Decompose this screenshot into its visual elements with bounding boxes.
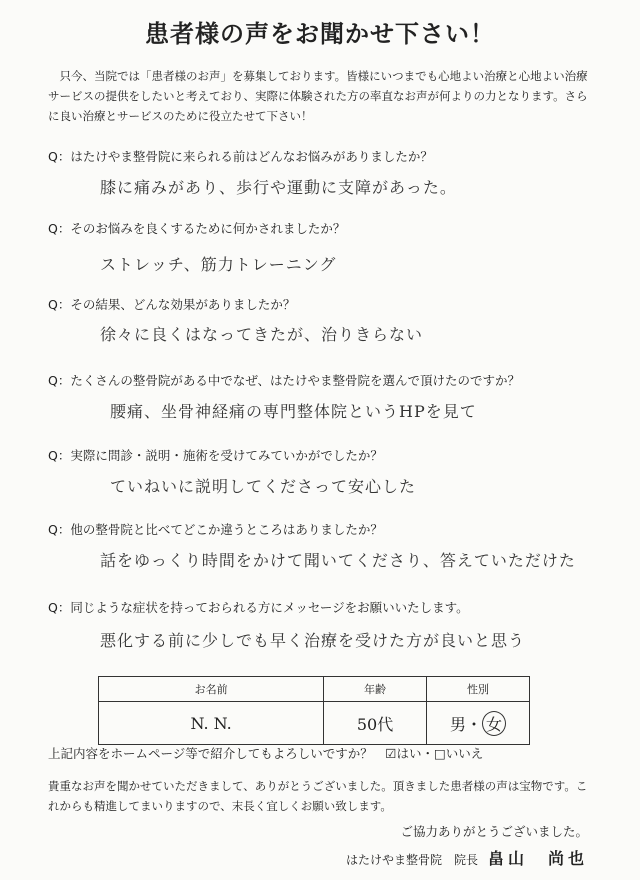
gender-cell xyxy=(426,702,529,745)
name-cell: N. N. xyxy=(99,702,324,745)
page-title: 患者様の声をお聞かせ下さい！ xyxy=(145,20,495,48)
answer-1: 膝に痛みがあり、歩行や運動に支障があった。 xyxy=(100,178,457,197)
gender-male: 男 xyxy=(449,714,466,734)
gender-separator: ・ xyxy=(465,714,482,734)
question-7: Q：同じような症状を持っておられる方にメッセージをお願いいたします。 xyxy=(48,600,469,615)
question-2: Q：そのお悩みを良くするために何かされましたか？ xyxy=(48,221,346,236)
clinic-name: はたけやま整骨院 院長 xyxy=(345,853,478,867)
gender-header: 性別 xyxy=(426,677,529,702)
answer-7: 悪化する前に少しでも早く治療を受けた方が良いと思う xyxy=(100,631,526,650)
director-name: 畠山 尚也 xyxy=(487,849,588,868)
answer-5: ていねいに説明してくださって安心した xyxy=(110,477,417,496)
answer-2: ストレッチ、筋力トレーニング xyxy=(100,255,337,274)
intro-text: 只今、当院では「患者様のお声」を募集しております。皆様にいつまでも心地よい治療と心地よい治療サービスの提供をしたいと考えており、実際に体験された方の率直なお声が何よりの力となります。さらに良い治療とサービスのために役立たせて下さい！ xyxy=(48,69,588,123)
info-table xyxy=(98,676,530,745)
question-5: Q：実際に問診・説明・施術を受けてみていかがでしたか？ xyxy=(48,448,383,463)
age-cell xyxy=(324,702,427,745)
consent-question: 上記内容をホームページ等で紹介してもよろしいですか？ ☑はい・□いいえ xyxy=(48,746,484,761)
question-3: Q：その結果、どんな効果がありましたか？ xyxy=(48,297,296,312)
age-unit: 代 xyxy=(377,714,394,734)
closing-text: ご協力ありがとうございました。 xyxy=(400,824,588,839)
question-4: Q：たくさんの整骨院がある中でなぜ、はたけやま整骨院を選んで頂けたのですか？ xyxy=(48,373,520,388)
age-header: 年齢 xyxy=(324,677,427,702)
question-6: Q：他の整骨院と比べてどこか違うところはありましたか？ xyxy=(48,522,383,537)
question-1: Q：はたけやま整骨院に来られる前はどんなお悩みがありましたか？ xyxy=(48,149,433,164)
gender-female-circled: 女 xyxy=(482,711,506,736)
answer-6: 話をゆっくり時間をかけて聞いてくださり、答えていただけた xyxy=(100,551,576,570)
signature xyxy=(346,846,588,869)
thanks-text: 貴重なお声を聞かせていただきまして、ありがとうございました。頂きました患者様の声は宝物です。これからも精進してまいりますので、末長く宜しくお願い致します。 xyxy=(48,779,588,813)
name-header: お名前 xyxy=(99,677,324,702)
age-value: 50 xyxy=(356,714,378,734)
answer-4: 腰痛、坐骨神経痛の専門整体院というHPを見て xyxy=(110,402,477,421)
answer-3: 徐々に良くはなってきたが、治りきらない xyxy=(100,325,424,344)
